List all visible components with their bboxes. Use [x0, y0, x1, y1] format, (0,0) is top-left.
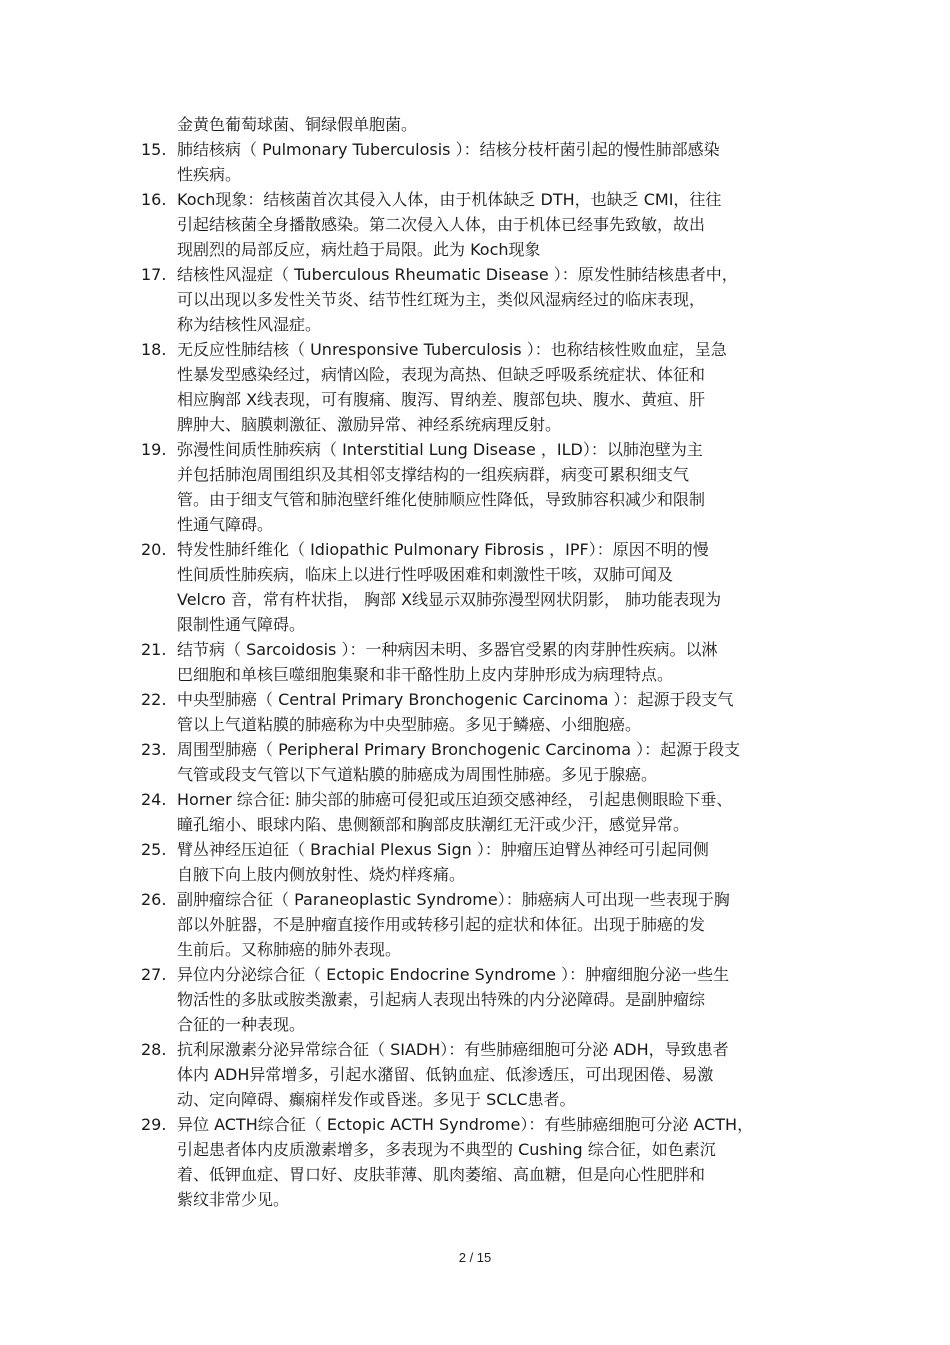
text-line: 中央型肺癌（ Central Primary Bronchogenic Carcinoma ）：起源于段支气 [177, 690, 734, 709]
text-line: 紫纹非常少见。 [177, 1190, 290, 1209]
text-line: 现剧烈的局部反应，病灶趋于局限。此为 Koch现象 [177, 240, 541, 259]
item-text [177, 137, 827, 187]
text-line: 性疾病。 [177, 165, 242, 184]
text-line: 相应胸部 X线表现，可有腹痛、腹泻、胃纳差、腹部包块、腹水、黄疸、肝 [177, 390, 706, 409]
item-text [177, 687, 827, 737]
text-line: 弥漫性间质性肺疾病（ Interstitial Lung Disease ，ILD）：以肺泡壁为主 [177, 440, 703, 459]
text-line: 自腋下向上肢内侧放射性、烧灼样疼痛。 [177, 865, 466, 884]
text-line: 巴细胞和单核巨噬细胞集聚和非干酪性肋上皮内芽肿形成为病理特点。 [177, 665, 674, 684]
definition-item [0, 537, 950, 637]
item-number: 24. [141, 790, 167, 809]
page-number: 2 / 15 [458, 1250, 492, 1265]
definition-item [0, 1037, 950, 1112]
text-line: Velcro 音，常有杵状指， 胸部 X线显示双肺弥漫型网状阴影， 肺功能表现为 [177, 590, 722, 609]
definition-item [0, 337, 950, 437]
text-line: 部以外脏器，不是肿瘤直接作用或转移引起的症状和体征。出现于肺癌的发 [177, 915, 706, 934]
text-line: 异位内分泌综合征（ Ectopic Endocrine Syndrome ）：肿瘤细胞分泌一些生 [177, 965, 730, 984]
item-number: 29. [141, 1115, 167, 1134]
definition-item [0, 187, 950, 262]
definition-item [0, 887, 950, 962]
text-line: 生前后。又称肺癌的肺外表现。 [177, 940, 402, 959]
text-line: 特发性肺纤维化（ Idiopathic Pulmonary Fibrosis ，IPF）：原因不明的慢 [177, 540, 709, 559]
item-number: 25. [141, 840, 167, 859]
text-line: 副肿瘤综合征（ Paraneoplastic Syndrome）：肺癌病人可出现一些表现于胸 [177, 890, 730, 909]
item-number: 23. [141, 740, 167, 759]
text-line: 动、定向障碍、癫痫样发作或昏迷。多见于 SCLC患者。 [177, 1090, 576, 1109]
item-text [177, 737, 827, 787]
item-number: 15. [141, 140, 167, 159]
text-line: 周围型肺癌（ Peripheral Primary Bronchogenic Carcinoma ）：起源于段支 [177, 740, 741, 759]
definition-item [0, 737, 950, 787]
text-line: 结核性风湿症（ Tuberculous Rheumatic Disease ）：原发性肺结核患者中， [177, 265, 738, 284]
definition-item [0, 962, 950, 1037]
item-text [177, 887, 827, 962]
text-line: 性暴发型感染经过，病情凶险，表现为高热、但缺乏呼吸系统症状、体征和 [177, 365, 706, 384]
item-text [177, 187, 827, 262]
definition-item [0, 787, 950, 837]
item-text [177, 837, 827, 887]
text-line: 性间质性肺疾病，临床上以进行性呼吸困难和刺激性干咳，双肺可闻及 [177, 565, 674, 584]
text-line: 并包括肺泡周围组织及其相邻支撑结构的一组疾病群，病变可累积细支气 [177, 465, 690, 484]
definition-item [0, 1112, 950, 1212]
item-text [177, 1037, 827, 1112]
text-line: 抗利尿激素分泌异常综合征（ SIADH）：有些肺癌细胞可分泌 ADH，导致患者 [177, 1040, 729, 1059]
item-number: 21. [141, 640, 167, 659]
text-line: 性通气障碍。 [177, 515, 274, 534]
text-line: Koch现象：结核菌首次其侵入人体，由于机体缺乏 DTH，也缺乏 CMI，往往 [177, 190, 722, 209]
text-line: 异位 ACTH综合征（ Ectopic ACTH Syndrome）：有些肺癌细胞可分泌 ACTH， [177, 1115, 754, 1134]
item-number: 19. [141, 440, 167, 459]
text-line: 气管或段支气管以下气道粘膜的肺癌成为周围性肺癌。多见于腺癌。 [177, 765, 658, 784]
document-body [0, 112, 950, 1212]
item-number: 27. [141, 965, 167, 984]
text-line: 限制性通气障碍。 [177, 615, 306, 634]
item-number: 20. [141, 540, 167, 559]
definition-item [0, 262, 950, 337]
text-line: 臂丛神经压迫征（ Brachial Plexus Sign ）：肿瘤压迫臂丛神经可引起同侧 [177, 840, 709, 859]
text-line: 物活性的多肽或胺类激素，引起病人表现出特殊的内分泌障碍。是副肿瘤综 [177, 990, 706, 1009]
item-number: 26. [141, 890, 167, 909]
text-line: 引起结核菌全身播散感染。第二次侵入人体，由于机体已经事先致敏，故出 [177, 215, 706, 234]
text-line: 瞳孔缩小、眼球内陷、患侧额部和胸部皮肤潮红无汗或少汗，感觉异常。 [177, 815, 690, 834]
item-number: 16. [141, 190, 167, 209]
item-text [177, 787, 827, 837]
text-line: 无反应性肺结核（ Unresponsive Tuberculosis ）：也称结核性败血症，呈急 [177, 340, 727, 359]
definition-item [0, 137, 950, 187]
item-text [177, 637, 827, 687]
item-text [177, 437, 827, 537]
item-text [177, 262, 827, 337]
definition-item [0, 837, 950, 887]
text-line: 结节病（ Sarcoidosis ）：一种病因未明、多器官受累的肉芽肿性疾病。以淋 [177, 640, 718, 659]
text-line: 管。由于细支气管和肺泡壁纤维化使肺顺应性降低，导致肺容积减少和限制 [177, 490, 706, 509]
item-number: 18. [141, 340, 167, 359]
item-text [177, 1112, 827, 1212]
item-number: 28. [141, 1040, 167, 1059]
intro-line: 金黄色葡萄球菌、铜绿假单胞菌。 [177, 115, 418, 134]
item-text [177, 337, 827, 437]
item-text [177, 962, 827, 1037]
item-number: 22. [141, 690, 167, 709]
text-line: 脾肿大、脑膜刺激征、激励异常、神经系统病理反射。 [177, 415, 562, 434]
text-line: 肺结核病（ Pulmonary Tuberculosis ）：结核分枝杆菌引起的慢性肺部感染 [177, 140, 720, 159]
text-line: 体内 ADH异常增多，引起水潴留、低钠血症、低渗透压，可出现困倦、易激 [177, 1065, 714, 1084]
definition-item [0, 637, 950, 687]
definition-item [0, 687, 950, 737]
item-text [177, 537, 827, 637]
text-line: 引起患者体内皮质激素增多，多表现为不典型的 Cushing 综合征，如色素沉 [177, 1140, 716, 1159]
text-line: 管以上气道粘膜的肺癌称为中央型肺癌。多见于鳞癌、小细胞癌。 [177, 715, 642, 734]
item-number: 17. [141, 265, 167, 284]
text-line: 称为结核性风湿症。 [177, 315, 322, 334]
text-line: Horner 综合征: 肺尖部的肺癌可侵犯或压迫颈交感神经， 引起患侧眼睑下垂、 [177, 790, 733, 809]
definition-item [0, 437, 950, 537]
text-line: 合征的一种表现。 [177, 1015, 306, 1034]
text-line: 着、低钾血症、胃口好、皮肤菲薄、肌肉萎缩、高血糖，但是向心性肥胖和 [177, 1165, 706, 1184]
text-line: 可以出现以多发性关节炎、结节性红斑为主，类似风湿病经过的临床表现， [177, 290, 706, 309]
